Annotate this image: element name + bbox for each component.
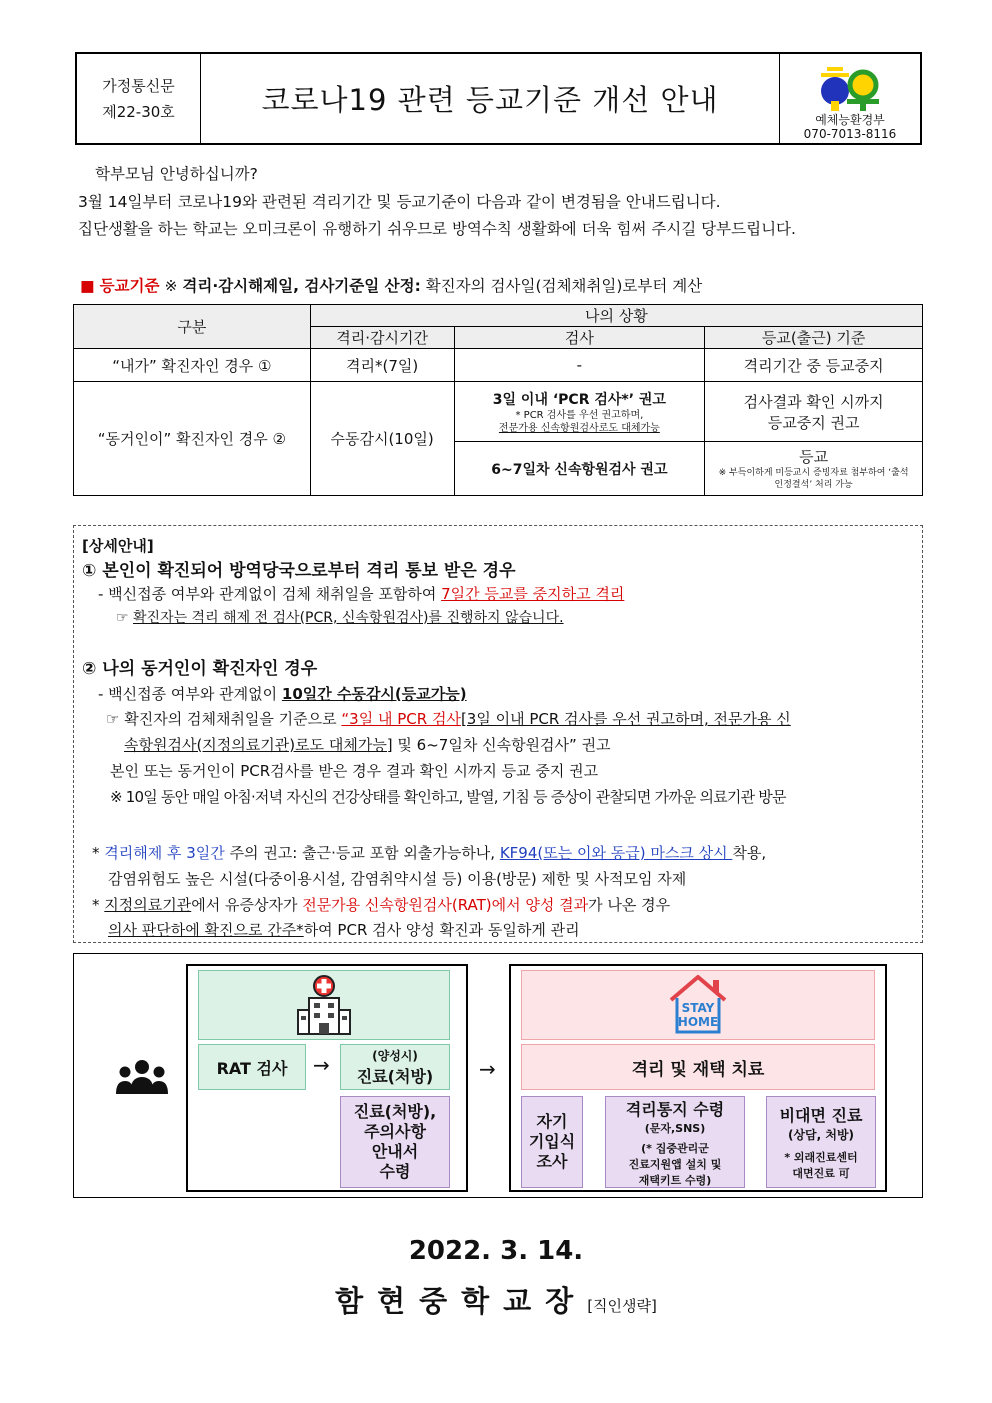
table-row: [74, 349, 923, 382]
remote-care-box: [766, 1096, 876, 1188]
row2-test-1-sub2: 전문가용 신속항원검사로도 대체가능: [498, 422, 660, 434]
guide-line-3: 안내서: [371, 1142, 419, 1161]
section-2-line-bold: 10일간 수동감시(등교가능): [281, 685, 467, 703]
section-2-line-4: ※ 10일 동안 매일 아침·저녁 자신의 건강상태를 확인하고, 발열, 기침 등 증상이 관찰되면 가까운 의료기관 방문: [110, 788, 786, 806]
pointing-hand-icon: ☞: [116, 610, 129, 626]
row2-criteria-1-a: 검사결과 확인 시까지: [743, 392, 884, 411]
self-survey-box: [521, 1096, 583, 1188]
note-1-mark: *: [92, 844, 100, 862]
detail-box: [73, 525, 923, 943]
notice-sub: (문자,SNS): [644, 1121, 706, 1135]
school-logo-icon: [815, 61, 885, 113]
self-survey-3: 조사: [536, 1152, 568, 1171]
table-header-row: [74, 305, 923, 327]
header-criteria: 등교(출근) 기준: [705, 327, 923, 349]
page-title: 코로나19 관련 등교기준 개선 안내: [261, 83, 719, 117]
row2-test-1-main: 3일 이내 ‘PCR 검사*’ 권고: [492, 391, 666, 408]
row2-criteria-2-note1: ※ 부득이하게 미등교시 증빙자료 첨부하여 ‘출석: [718, 468, 909, 478]
row2-test-2: 6~7일차 신속항원검사 권고: [454, 442, 705, 496]
section-2-procedure-2: [124, 734, 611, 755]
doc-number: 제22-30호: [102, 102, 175, 121]
arrow-right-icon: →: [479, 1057, 496, 1081]
notice-note-2: 진료지원앱 설치 및: [628, 1157, 722, 1171]
section-note-bold: 격리·감시해제일, 검사기준일 산정:: [182, 277, 421, 295]
row1-period: 격리*(7일): [310, 349, 454, 382]
remote-sub: (상담, 처방): [787, 1128, 855, 1142]
section-2-procedure-2-ul: 속항원검사(지정의료기관)로도 대체가능]: [124, 736, 393, 754]
note-1-highlight: 격리해제 후 3일간: [104, 844, 225, 862]
notice-box: [605, 1096, 745, 1188]
isolation-panel: [509, 964, 887, 1192]
notice-note-3: 재택키트 수령): [638, 1173, 712, 1187]
guide-line-4: 수령: [379, 1162, 411, 1181]
row2-criteria-2-main: 등교: [799, 448, 829, 466]
row2-criteria-2-note2: 인정결석’ 처리 가능: [774, 480, 853, 490]
section-2-procedure-1: [106, 708, 791, 729]
section-2-procedure-text: 확진자의 검체채취일을 기준으로: [124, 710, 342, 728]
principal-name: 함현중학교장: [335, 1284, 588, 1318]
section-1-note-text: 확진자는 격리 해제 전 검사(PCR, 신속항원검사)를 진행하지 않습니다.: [133, 610, 564, 626]
intro-line-2: 집단생활을 하는 학교는 오미크론이 유행하기 쉬우므로 방역수칙 생활화에 더욱 힘써 주시길 당부드립니다.: [78, 220, 796, 238]
testing-panel: [186, 964, 468, 1192]
guide-line-2: 주의사항: [364, 1122, 426, 1141]
section-2-line: [98, 683, 467, 704]
self-survey-1: 자기: [536, 1112, 568, 1131]
note-2: [92, 894, 670, 915]
notice-note-1: (* 집중관리군: [641, 1141, 709, 1155]
positive-treatment-box: [340, 1044, 450, 1090]
issue-date: 2022. 3. 14.: [408, 1236, 584, 1266]
pointing-hand-icon: ☞: [106, 710, 120, 728]
note-2-red: 전문가용 신속항원검사(RAT)에서 양성 결과: [302, 896, 589, 914]
note-1-mask: KF94(또는 이와 동급) 마스크 상시: [499, 844, 733, 862]
row2-label: “동거인이” 확진자인 경우 ②: [74, 382, 311, 496]
header-gubun: 구분: [74, 305, 311, 349]
remote-title: 비대면 진료: [779, 1106, 863, 1125]
stay-home-box: [521, 970, 875, 1040]
stay-home-icon: [667, 972, 729, 1038]
section-1-line-highlight: 7일간 등교를 중지하고 격리: [441, 585, 625, 603]
signature: [0, 1279, 992, 1320]
note-2-diagnosis: 의사 판단하에 확진으로 간주*: [108, 921, 304, 939]
section-bullet: ■: [80, 277, 95, 295]
rat-test-box: RAT 검사: [198, 1044, 306, 1090]
criteria-table: [73, 304, 923, 496]
guide-box: [340, 1096, 450, 1188]
note-2-text-a: 에서 유증상자가: [191, 896, 303, 914]
note-1-line-2: 감염위험도 높은 시설(다중이용시설, 감염취약시설 등) 이용(방문) 제한 및 사적모임 자제: [108, 870, 687, 888]
department-label: 예체능환경부: [815, 113, 885, 127]
guide-line-1: 진료(처방),: [353, 1102, 437, 1121]
row2-criteria-2: [705, 442, 923, 496]
notice-title: 격리통지 수령: [625, 1099, 725, 1119]
row1-criteria: 격리기간 중 등교중지: [705, 349, 923, 382]
section-1-line-text: - 백신접종 여부와 관계없이 검체 채취일을 포함하여: [98, 585, 442, 603]
row2-criteria-1: [705, 382, 923, 442]
note-1-text-b: 착용,: [732, 844, 767, 862]
section-2-procedure-2-rest: 및 6~7일차 신속항원검사” 권고: [392, 736, 611, 754]
note-2-text-b: 가 나온 경우: [588, 896, 671, 914]
self-survey-2: 기입식: [528, 1132, 576, 1151]
doc-type: 가정통신문: [102, 76, 175, 95]
stay-text: STAY: [681, 1001, 715, 1015]
doc-number-cell: [77, 54, 201, 143]
section-title: [80, 274, 702, 296]
section-label: 등교기준: [99, 277, 160, 295]
remote-note-1: * 외래진료센터: [784, 1151, 858, 1164]
note-2-text-c: 하여 PCR 검사 양성 확진과 동일하게 관리: [303, 921, 580, 939]
greeting: 학부모님 안녕하십니까?: [95, 165, 258, 183]
school-logo-cell: [779, 54, 920, 143]
section-2-procedure-red: “3일 내 PCR 검사: [341, 710, 461, 728]
section-note-mark: ※: [164, 277, 178, 295]
process-flow-diagram: [73, 953, 923, 1198]
seal-note: [직인생략]: [587, 1297, 657, 1315]
intro-line-1: 3월 14일부터 코로나19와 관련된 격리기간 및 등교기준이 다음과 같이 변경됨을 안내드립니다.: [78, 193, 721, 211]
note-2-institution: 지정의료기관: [104, 896, 192, 914]
section-2-heading: ② 나의 동거인이 확진자인 경우: [82, 659, 318, 679]
row1-label: “내가” 확진자인 경우 ①: [74, 349, 311, 382]
detail-title: [상세안내]: [82, 537, 154, 555]
row2-test-1: [454, 382, 705, 442]
row2-criteria-1-b: 등교중지 권고: [767, 413, 860, 432]
section-2-procedure-ul: [3일 이내 PCR 검사를 우선 권고하며, 전문가용 신: [460, 710, 791, 728]
section-2-line-3: 본인 또는 동거인이 PCR검사를 받은 경우 결과 확인 시까지 등교 중지 권고: [110, 762, 599, 780]
note-2-mark: *: [92, 896, 100, 914]
header-test: 검사: [454, 327, 705, 349]
people-icon: [116, 1058, 168, 1096]
section-1-heading: ① 본인이 확진되어 방역당국으로부터 격리 통보 받은 경우: [82, 561, 516, 581]
note-1-text-a: 주의 권고: 출근·등교 포함 외출가능하나,: [224, 844, 500, 862]
remote-note-2: 대면진료 可: [792, 1167, 850, 1180]
treatment-label: 진료(처방): [356, 1067, 434, 1086]
section-note-rest: 확진자의 검사일(검체채취일)로부터 계산: [425, 277, 703, 295]
row2-test-1-sub1: * PCR 검사를 우선 권고하며,: [515, 409, 644, 421]
row2-period: 수동감시(10일): [310, 382, 454, 496]
row1-test: -: [454, 349, 705, 382]
section-1-line: [98, 583, 624, 604]
document-header: [75, 52, 922, 145]
hospital-icon: [295, 974, 353, 1036]
table-row: [74, 382, 923, 442]
header-status: 나의 상황: [310, 305, 922, 327]
header-period: 격리·감시기간: [310, 327, 454, 349]
positive-label: (양성시): [372, 1049, 418, 1063]
department-phone: 070-7013-8116: [803, 127, 897, 141]
section-2-line-text: - 백신접종 여부와 관계없이: [98, 685, 282, 703]
arrow-right-icon: →: [313, 1053, 330, 1077]
home-text: HOME: [677, 1015, 719, 1029]
hospital-box: [198, 970, 450, 1040]
section-1-note: [116, 607, 564, 627]
isolation-box: 격리 및 재택 치료: [521, 1044, 875, 1090]
note-2-line-2: [108, 919, 580, 940]
note-1: [92, 842, 766, 863]
